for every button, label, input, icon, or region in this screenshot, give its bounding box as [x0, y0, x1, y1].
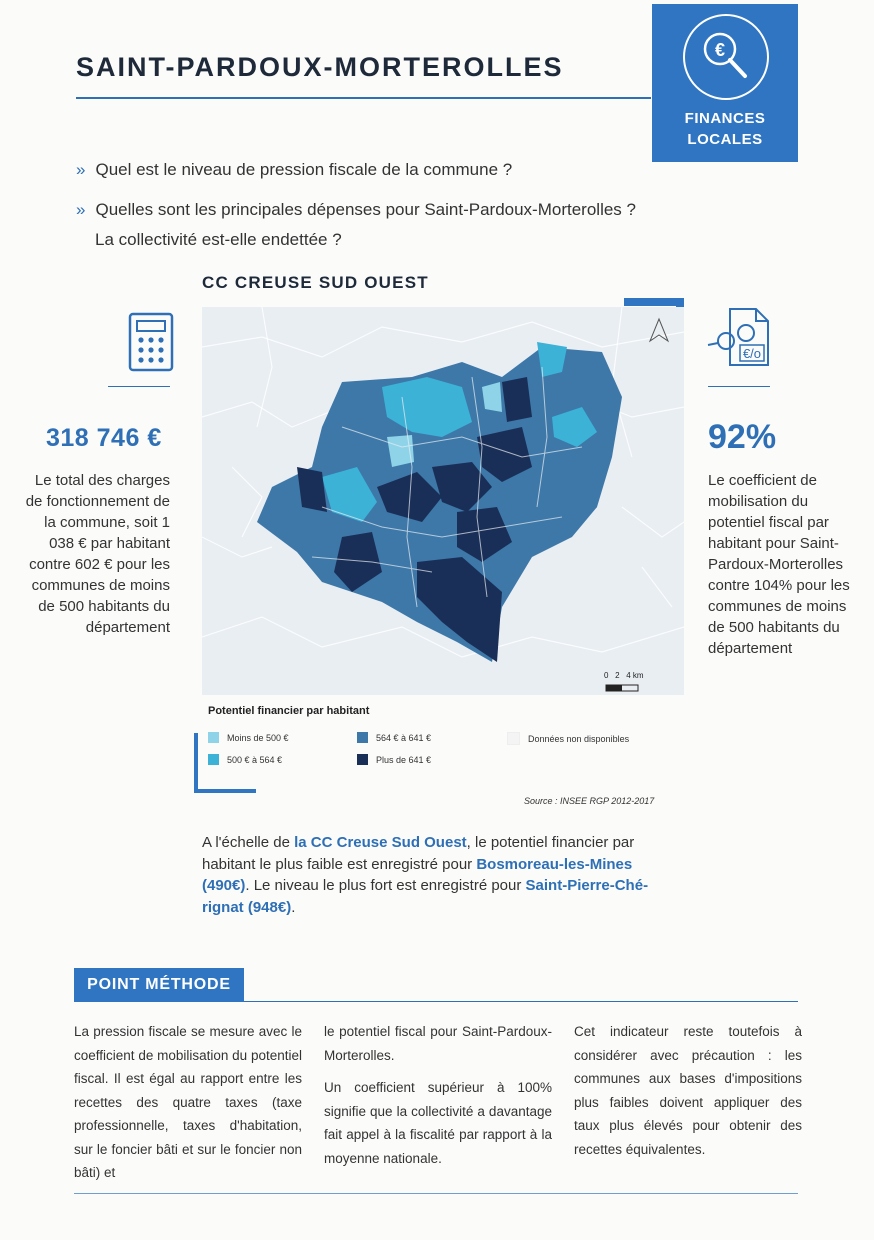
- methode-column-3: Cet indicateur reste toutefois à considérer avec précaution : les communes aux bases d'impositions plus faibles doivent appliquer des taux plus élevés pour obtenir des recettes équivalentes.: [574, 1024, 802, 1157]
- map-corner-accent: [624, 298, 684, 306]
- point-methode-title: POINT MÉTHODE: [74, 968, 244, 1002]
- title-rule: [76, 97, 651, 99]
- scale-label: 0 2 4 km: [604, 671, 644, 680]
- euro-magnifier-icon: [685, 16, 767, 98]
- legend-accent-horizontal: [194, 789, 256, 793]
- badge-line-1: FINANCES: [684, 110, 766, 127]
- legend-item-500-564: 500 € à 564 €: [208, 754, 282, 765]
- map-zone-dark: [502, 377, 532, 422]
- point-methode-rule: [244, 1001, 798, 1002]
- right-stat-text: Le coefficient de mobilisation du potentiel fiscal par habitant pour Saint-Pardoux-Morterolles contre 104% pour les communes de moins de 500 habitants du département: [708, 472, 850, 657]
- percent-document-icon: [706, 303, 772, 374]
- question-2-continued: La collectivité est-elle endettée ?: [95, 230, 342, 249]
- map-source: Source : INSEE RGP 2012-2017: [524, 796, 655, 806]
- svg-text:€: €: [714, 40, 726, 60]
- bottom-rule: [74, 1193, 798, 1194]
- left-stat-value: 318 746 €: [46, 424, 162, 452]
- legend-title: Potentiel financier par habitant: [208, 705, 370, 717]
- left-stat-text: Le total des charges de fonctionnement de la commune, soit 1 038 € par habitant contre 602 € pour les communes de moins de 500 habitants du département: [25, 472, 170, 636]
- highlight-min: Bosmoreau-les-Mines (490€): [202, 855, 633, 894]
- legend-swatch: [357, 754, 368, 765]
- question-2: » Quelles sont les principales dépenses pour Saint-Pardoux-Morterolles ?: [76, 200, 636, 219]
- legend-swatch: [208, 754, 219, 765]
- legend-item-lt500: Moins de 500 €: [208, 732, 289, 743]
- legend-swatch: [208, 732, 219, 743]
- methode-column-2: le potentiel fiscal pour Saint-Pardoux-Morterolles. Un coefficient supérieur à 100% signifie que la collectivité a davantage fait appel à la fiscalité par rapport à la moyenne nationale.: [324, 1024, 552, 1166]
- legend-swatch: [357, 732, 368, 743]
- legend-item-na: Données non disponibles: [507, 732, 629, 745]
- right-stat-value: 92%: [708, 418, 777, 456]
- right-stat-rule: [708, 386, 770, 387]
- methode-column-1: La pression fiscale se mesure avec le coefficient de mobilisation du potentiel fiscal. Il est égal au rapport entre les recettes des quatre taxes (taxe professionnelle, taxes d'habitation, sur le foncier bâti et sur le foncier non bâti) et: [74, 1024, 302, 1180]
- left-stat-rule: [108, 386, 170, 387]
- badge-circle: [683, 14, 769, 100]
- map-zone-palest: [482, 382, 502, 412]
- legend-accent: [194, 733, 198, 793]
- choropleth-map: [202, 307, 684, 695]
- badge-label: [652, 108, 798, 150]
- calculator-icon: [128, 312, 174, 377]
- map-heading: CC CREUSE SUD OUEST: [202, 273, 429, 292]
- svg-text:€/o: €/o: [742, 346, 762, 361]
- finances-locales-badge: [652, 4, 798, 162]
- page-title: SAINT-PARDOUX-MORTEROLLES: [76, 52, 564, 82]
- legend-item-gt641: Plus de 641 €: [357, 754, 431, 765]
- scale-bar: [606, 685, 638, 691]
- question-1: » Quel est le niveau de pression fiscale de la commune ?: [76, 160, 513, 179]
- summary-paragraph: A l'échelle de la CC Creuse Sud Ouest, le potentiel financier par habitant le plus faible est enregistré pour Bosmoreau-les-Mines (490€). Le niveau le plus fort est enregistré pour Saint-Pierre-Ché-rignat (948€).: [202, 834, 649, 916]
- highlight-max: Saint-Pierre-Ché-rignat (948€): [202, 877, 649, 916]
- legend-item-564-641: 564 € à 641 €: [357, 732, 431, 743]
- legend-swatch: [507, 732, 520, 745]
- badge-line-2: LOCALES: [687, 131, 763, 148]
- highlight-cc: la CC Creuse Sud Ouest: [294, 834, 467, 851]
